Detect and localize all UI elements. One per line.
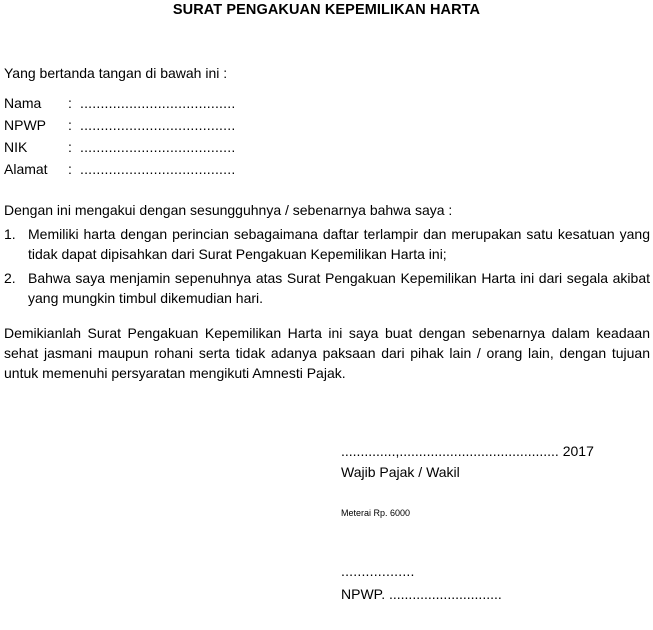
field-blank: ...................................... bbox=[80, 139, 236, 155]
signature-name-line: .................. bbox=[341, 563, 415, 579]
signature-npwp-line: NPWP. ............................. bbox=[341, 586, 502, 602]
field-colon: : bbox=[68, 95, 72, 111]
list-item bbox=[4, 224, 650, 264]
list-item-text: Memiliki harta dengan perincian sebagaimana daftar terlampir dan merupakan satu kesatuan yang tidak dapat dipisahkan dari Surat Pengakuan Kepemilikan Harta ini; bbox=[28, 226, 650, 262]
field-colon: : bbox=[68, 117, 72, 133]
document-title: SURAT PENGAKUAN KEPEMILIKAN HARTA bbox=[172, 2, 481, 18]
field-blank: ...................................... bbox=[80, 161, 236, 177]
field-label: NPWP bbox=[4, 117, 46, 133]
field-label: NIK bbox=[4, 139, 28, 155]
field-colon: : bbox=[68, 161, 72, 177]
statement-text: Dengan ini mengakui dengan sesungguhnya / sebenarnya bahwa saya : bbox=[4, 202, 453, 218]
list-item-number: 2. bbox=[4, 270, 16, 286]
list-item-number: 1. bbox=[4, 226, 16, 242]
field-label: Alamat bbox=[4, 161, 48, 177]
list-item bbox=[4, 268, 650, 308]
intro-text: Yang bertanda tangan di bawah ini : bbox=[4, 65, 228, 81]
field-blank: ...................................... bbox=[80, 95, 236, 111]
stamp-note: Meterai Rp. 6000 bbox=[341, 508, 411, 518]
signature-role: Wajib Pajak / Wakil bbox=[341, 464, 460, 480]
field-colon: : bbox=[68, 139, 72, 155]
field-label: Nama bbox=[4, 95, 42, 111]
statement-list bbox=[4, 224, 650, 312]
list-item-text: Bahwa saya menjamin sepenuhnya atas Surat Pengakuan Kepemilikan Harta ini dari segala akibat yang mungkin timbul dikemudian hari. bbox=[28, 270, 650, 306]
signature-date-line: ..............,......................................... 2017 bbox=[341, 443, 594, 459]
closing-paragraph: Demikianlah Surat Pengakuan Kepemilikan Harta ini saya buat dengan sebenarnya dalam keadaan sehat jasmani maupun rohani serta tidak adanya paksaan dari pihak lain / orang lain, dengan tujuan untuk memenuhi persyaratan mengikuti Amnesti Pajak. bbox=[4, 325, 650, 381]
field-blank: ...................................... bbox=[80, 117, 236, 133]
